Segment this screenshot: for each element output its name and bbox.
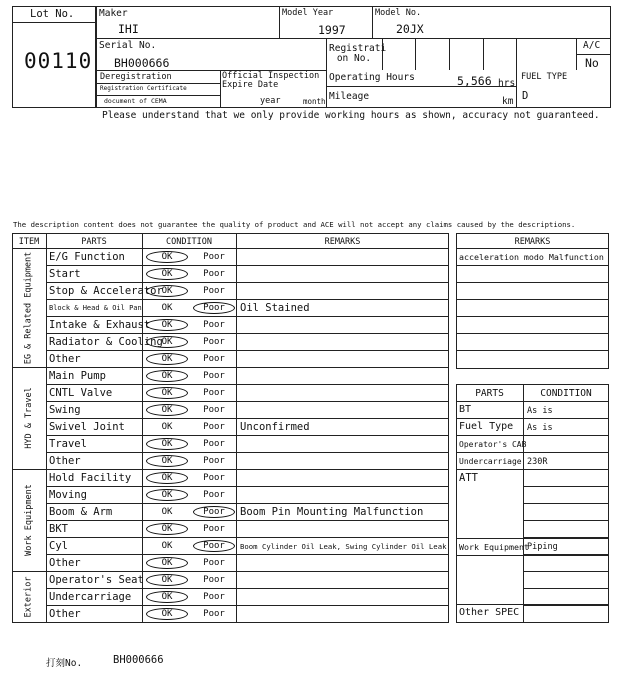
model-no-label: Model No. [375, 8, 422, 18]
part-name: Swivel Joint [49, 421, 125, 434]
fuel-type: D [522, 90, 529, 102]
poor-option: Poor [203, 439, 225, 450]
part-name: Moving [49, 489, 87, 502]
right-remarks-line: acceleration modo Malfunction [459, 252, 604, 262]
ok-option: OK [161, 507, 173, 518]
part-name: Undercarriage [49, 591, 132, 604]
ac-value: No [585, 56, 599, 70]
hours-accuracy-note: Please understand that we only provide working hours as shown, accuracy not guaranteed. [102, 110, 600, 121]
ok-circled: OK [146, 268, 188, 280]
remarks-text: Boom Pin Mounting Malfunction [240, 506, 424, 519]
part-name: Intake & Exhaust [49, 319, 151, 332]
lot-no-label: Lot No. [30, 8, 75, 20]
remarks-text: Boom Cylinder Oil Leak, Swing Cylinder Oil Leak [240, 542, 447, 552]
year-label: year [260, 96, 281, 106]
right-remarks-header: REMARKS [514, 237, 551, 247]
remarks-header: REMARKS [324, 237, 361, 247]
month-label: month [303, 97, 326, 106]
part-name: Boom & Arm [49, 506, 113, 519]
ok-option: OK [161, 303, 173, 314]
cema-label: document of CEMA [104, 97, 167, 105]
ok-circled: OK [146, 557, 188, 569]
poor-option: Poor [203, 473, 225, 484]
part-name: Other [49, 608, 81, 621]
item-header: ITEM [18, 237, 40, 247]
poor-circled: Poor [193, 506, 235, 518]
poor-circled: Poor [193, 540, 235, 552]
part-name: Other [49, 557, 81, 570]
ok-circled: OK [146, 319, 188, 331]
group-label: Work Equipment [24, 484, 35, 557]
poor-option: Poor [203, 609, 225, 620]
poor-option: Poor [203, 575, 225, 586]
poor-option: Poor [203, 422, 225, 433]
ok-option: OK [161, 541, 173, 552]
part-name: Operator's Seat [49, 574, 144, 587]
part-name: Cyl [49, 540, 68, 553]
disclaimer: The description content does not guarantee the quality of product and ACE will not accept any claims caused by the descriptions. [13, 220, 576, 229]
poor-option: Poor [203, 558, 225, 569]
hrs-unit: hrs [498, 78, 516, 89]
right-part-condition: As is [527, 423, 553, 433]
part-name: Stop & Accelerator [49, 285, 163, 298]
right-part-condition: As is [527, 406, 553, 416]
model-year-label: Model Year [282, 8, 334, 18]
operating-hours: 5,566 [457, 74, 492, 88]
ok-circled: OK [146, 336, 188, 348]
stamp-no-label: 打刻No. [46, 658, 83, 669]
part-name: BKT [49, 523, 68, 536]
poor-option: Poor [203, 320, 225, 331]
ok-circled: OK [146, 574, 188, 586]
part-name: Main Pump [49, 370, 106, 383]
poor-circled: Poor [193, 302, 235, 314]
part-name: Travel [49, 438, 87, 451]
ok-circled: OK [146, 370, 188, 382]
ok-circled: OK [146, 523, 188, 535]
deregistration-label: Deregistration [100, 72, 172, 82]
right-parts-header: PARTS [475, 388, 504, 399]
group-label: HYD & Travel [24, 387, 35, 449]
ok-circled: OK [146, 251, 188, 263]
poor-option: Poor [203, 337, 225, 348]
poor-option: Poor [203, 269, 225, 280]
ok-option: OK [161, 422, 173, 433]
part-name: Start [49, 268, 81, 281]
part-name: Swing [49, 404, 81, 417]
right-part-name: BT [459, 404, 472, 415]
ac-label: A/C [583, 40, 601, 51]
right-part-condition: 230R [527, 457, 548, 467]
poor-option: Poor [203, 371, 225, 382]
work-equipment-label: Work Equipment [459, 542, 529, 552]
mileage-label: Mileage [329, 91, 370, 102]
maker-label: Maker [99, 8, 128, 19]
stamp-no: BH000666 [113, 654, 164, 666]
poor-option: Poor [203, 252, 225, 262]
part-name: E/G Function [49, 251, 125, 263]
ok-circled: OK [146, 489, 188, 501]
part-name: Radiator & Cooling [49, 336, 163, 349]
ok-circled: OK [146, 472, 188, 484]
poor-option: Poor [203, 456, 225, 467]
part-name: Other [49, 455, 81, 468]
group-label: Exterior [23, 576, 34, 618]
serial-no-label: Serial No. [99, 40, 157, 51]
part-name: Other [49, 353, 81, 366]
ok-circled: OK [146, 353, 188, 365]
remarks-text: Oil Stained [240, 302, 310, 315]
model-no: 20JX [396, 22, 424, 36]
poor-option: Poor [203, 490, 225, 501]
lot-no: 00110 [24, 49, 93, 73]
registration-certificate-label: Registration Certificate [100, 85, 187, 92]
ok-circled: OK [146, 387, 188, 399]
right-part-name: Fuel Type [459, 421, 514, 432]
part-name: CNTL Valve [49, 387, 113, 400]
remarks-text: Unconfirmed [240, 421, 310, 434]
att-label: ATT [459, 472, 478, 484]
ok-circled: OK [146, 404, 188, 416]
ok-circled: OK [146, 591, 188, 603]
right-part-name: Undercarriage [459, 457, 522, 466]
poor-option: Poor [203, 524, 225, 535]
condition-header: CONDITION [165, 237, 213, 247]
group-label: EG & Related Equipment [24, 251, 34, 364]
part-name: Block & Head & Oil Pan [49, 304, 142, 313]
operating-hours-label: Operating Hours [329, 72, 415, 83]
parts-header: PARTS [81, 237, 107, 247]
official-inspection-label: Official Inspection Expire Date [222, 71, 320, 90]
model-year: 1997 [318, 23, 346, 37]
km-unit: km [502, 96, 514, 107]
poor-option: Poor [203, 286, 225, 297]
serial-no: BH000666 [114, 56, 170, 70]
right-condition-header: CONDITION [540, 388, 592, 399]
poor-option: Poor [203, 354, 225, 365]
fuel-type-label: FUEL TYPE [521, 72, 568, 82]
registration-no-label: Registrati on No. [329, 43, 387, 64]
other-spec-label: Other SPEC [459, 607, 520, 618]
maker: IHI [118, 22, 139, 36]
poor-option: Poor [203, 592, 225, 603]
ok-circled: OK [146, 455, 188, 467]
poor-option: Poor [203, 388, 225, 399]
ok-circled: OK [146, 608, 188, 620]
poor-option: Poor [203, 405, 225, 416]
ok-circled: OK [146, 285, 188, 297]
ok-circled: OK [146, 438, 188, 450]
part-name: Hold Facility [49, 472, 132, 485]
right-part-name: Operator's CAB [459, 440, 527, 449]
work-equipment-value: Piping [527, 542, 558, 552]
